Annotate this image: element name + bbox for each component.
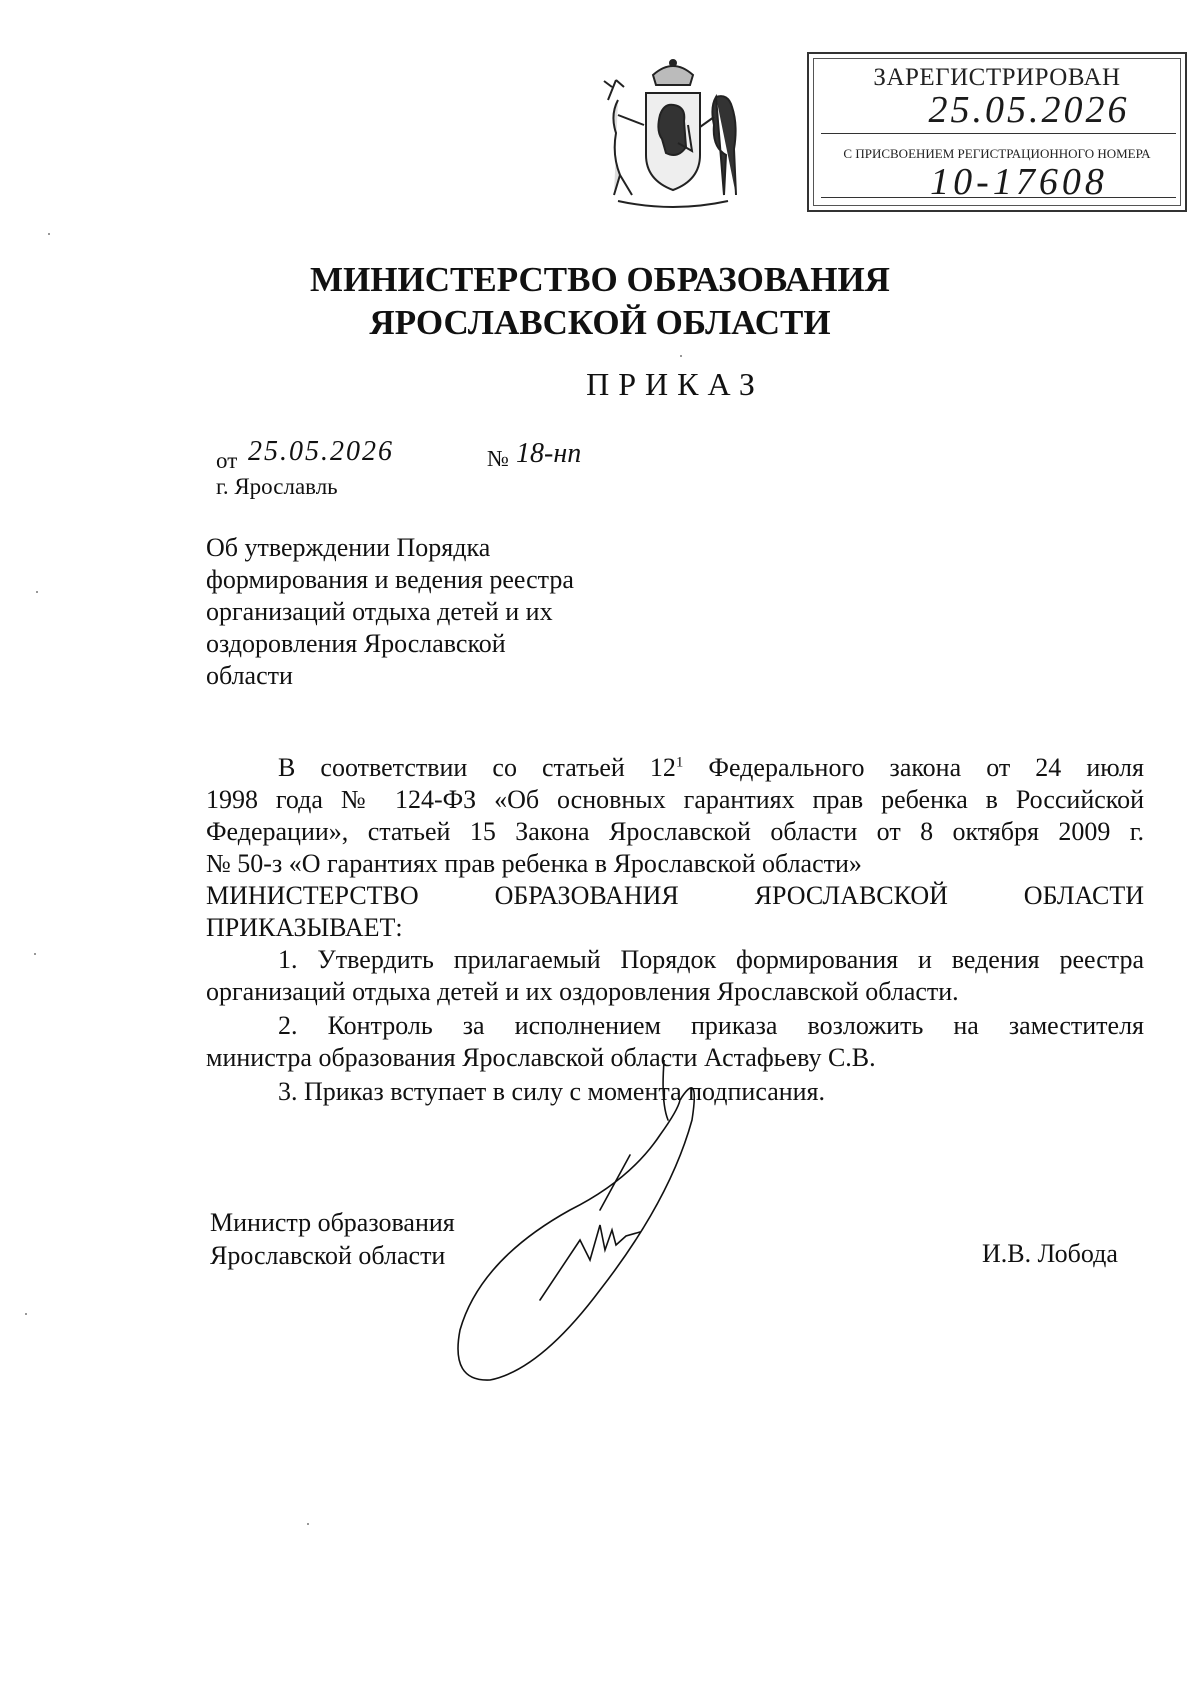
preamble-line: № 50-з «О гарантиях прав ребенка в Ярославской области» [206,849,862,878]
order-item-line: 1. Утвердить прилагаемый Порядок формирования и ведения реестра [278,945,1144,974]
signer-position-line: Ярославской области [210,1241,446,1270]
registration-stamp [807,52,1187,212]
order-item [206,944,1144,1008]
order-subject [206,532,626,692]
order-item-line: министра образования Ярославской области Астафьеву С.В. [206,1043,876,1072]
scan-speck [34,953,36,955]
number-label: № [487,446,509,471]
stamp-subtitle: С ПРИСВОЕНИЕМ РЕГИСТРАЦИОННОГО НОМЕРА [843,146,1151,161]
signer-position [210,1206,455,1272]
superscript: 1 [675,754,684,771]
coat-of-arms-emblem [598,55,748,210]
ministry-heading-line: МИНИСТЕРСТВО ОБРАЗОВАНИЯ [310,260,890,299]
preamble-paragraph [206,752,1144,880]
stamp-divider [821,133,1176,134]
orders-intro-word: ЯРОСЛАВСКОЙ [754,881,948,910]
date-value: 25.05.2026 [248,436,394,467]
date-label: от [216,448,238,473]
orders-intro-word: ОБЛАСТИ [1023,881,1144,910]
preamble-text: Федерального закона от 24 июля [683,753,1144,782]
stamp-divider [821,197,1176,198]
orders-intro-word: МИНИСТЕРСТВО [206,881,419,910]
scan-speck [48,233,50,235]
orders-intro-line [206,880,1144,912]
orders-keyword: ПРИКАЗЫВАЕТ: [206,913,403,942]
orders-intro-word: ОБРАЗОВАНИЯ [494,881,679,910]
signer-position-line: Министр образования [210,1208,455,1237]
preamble-text: В соответствии со статьей 12 [278,753,676,782]
ministry-heading-line: ЯРОСЛАВСКОЙ ОБЛАСТИ [369,303,831,342]
preamble-line [206,752,1144,784]
document-type-title: ПРИКАЗ [586,366,764,402]
signer-name: И.В. Лобода [982,1239,1118,1268]
city: г. Ярославль [216,474,338,499]
subject-line: области [206,661,293,690]
subject-line: оздоровления Ярославской [206,629,506,658]
scan-speck [25,1313,27,1315]
subject-line: организаций отдыха детей и их [206,597,553,626]
scan-speck [680,355,682,357]
order-item-line: 2. Контроль за исполнением приказа возложить на заместителя [278,1011,1144,1040]
subject-line: формирования и ведения реестра [206,565,574,594]
stamp-date: 25.05.2026 [928,89,1130,131]
ministry-heading [0,258,1200,344]
scan-speck [36,591,38,593]
preamble-line: Федерации», статьей 15 Закона Ярославской области от 8 октября 2009 г. [206,817,1144,846]
stamp-title: ЗАРЕГИСТРИРОВАН [873,64,1121,91]
order-item-line: организаций отдыха детей и их оздоровления Ярославской области. [206,977,959,1006]
subject-line: Об утверждении Порядка [206,533,491,562]
scan-speck [307,1523,309,1525]
order-item-line: 3. Приказ вступает в силу с момента подписания. [278,1077,826,1106]
handwritten-signature [430,1060,750,1390]
stamp-registration-number: 10-17608 [930,161,1108,203]
order-number-value: 18-нп [516,438,582,469]
preamble-line: 1998 года № 124-ФЗ «Об основных гарантиях прав ребенка в Российской [206,785,1144,814]
